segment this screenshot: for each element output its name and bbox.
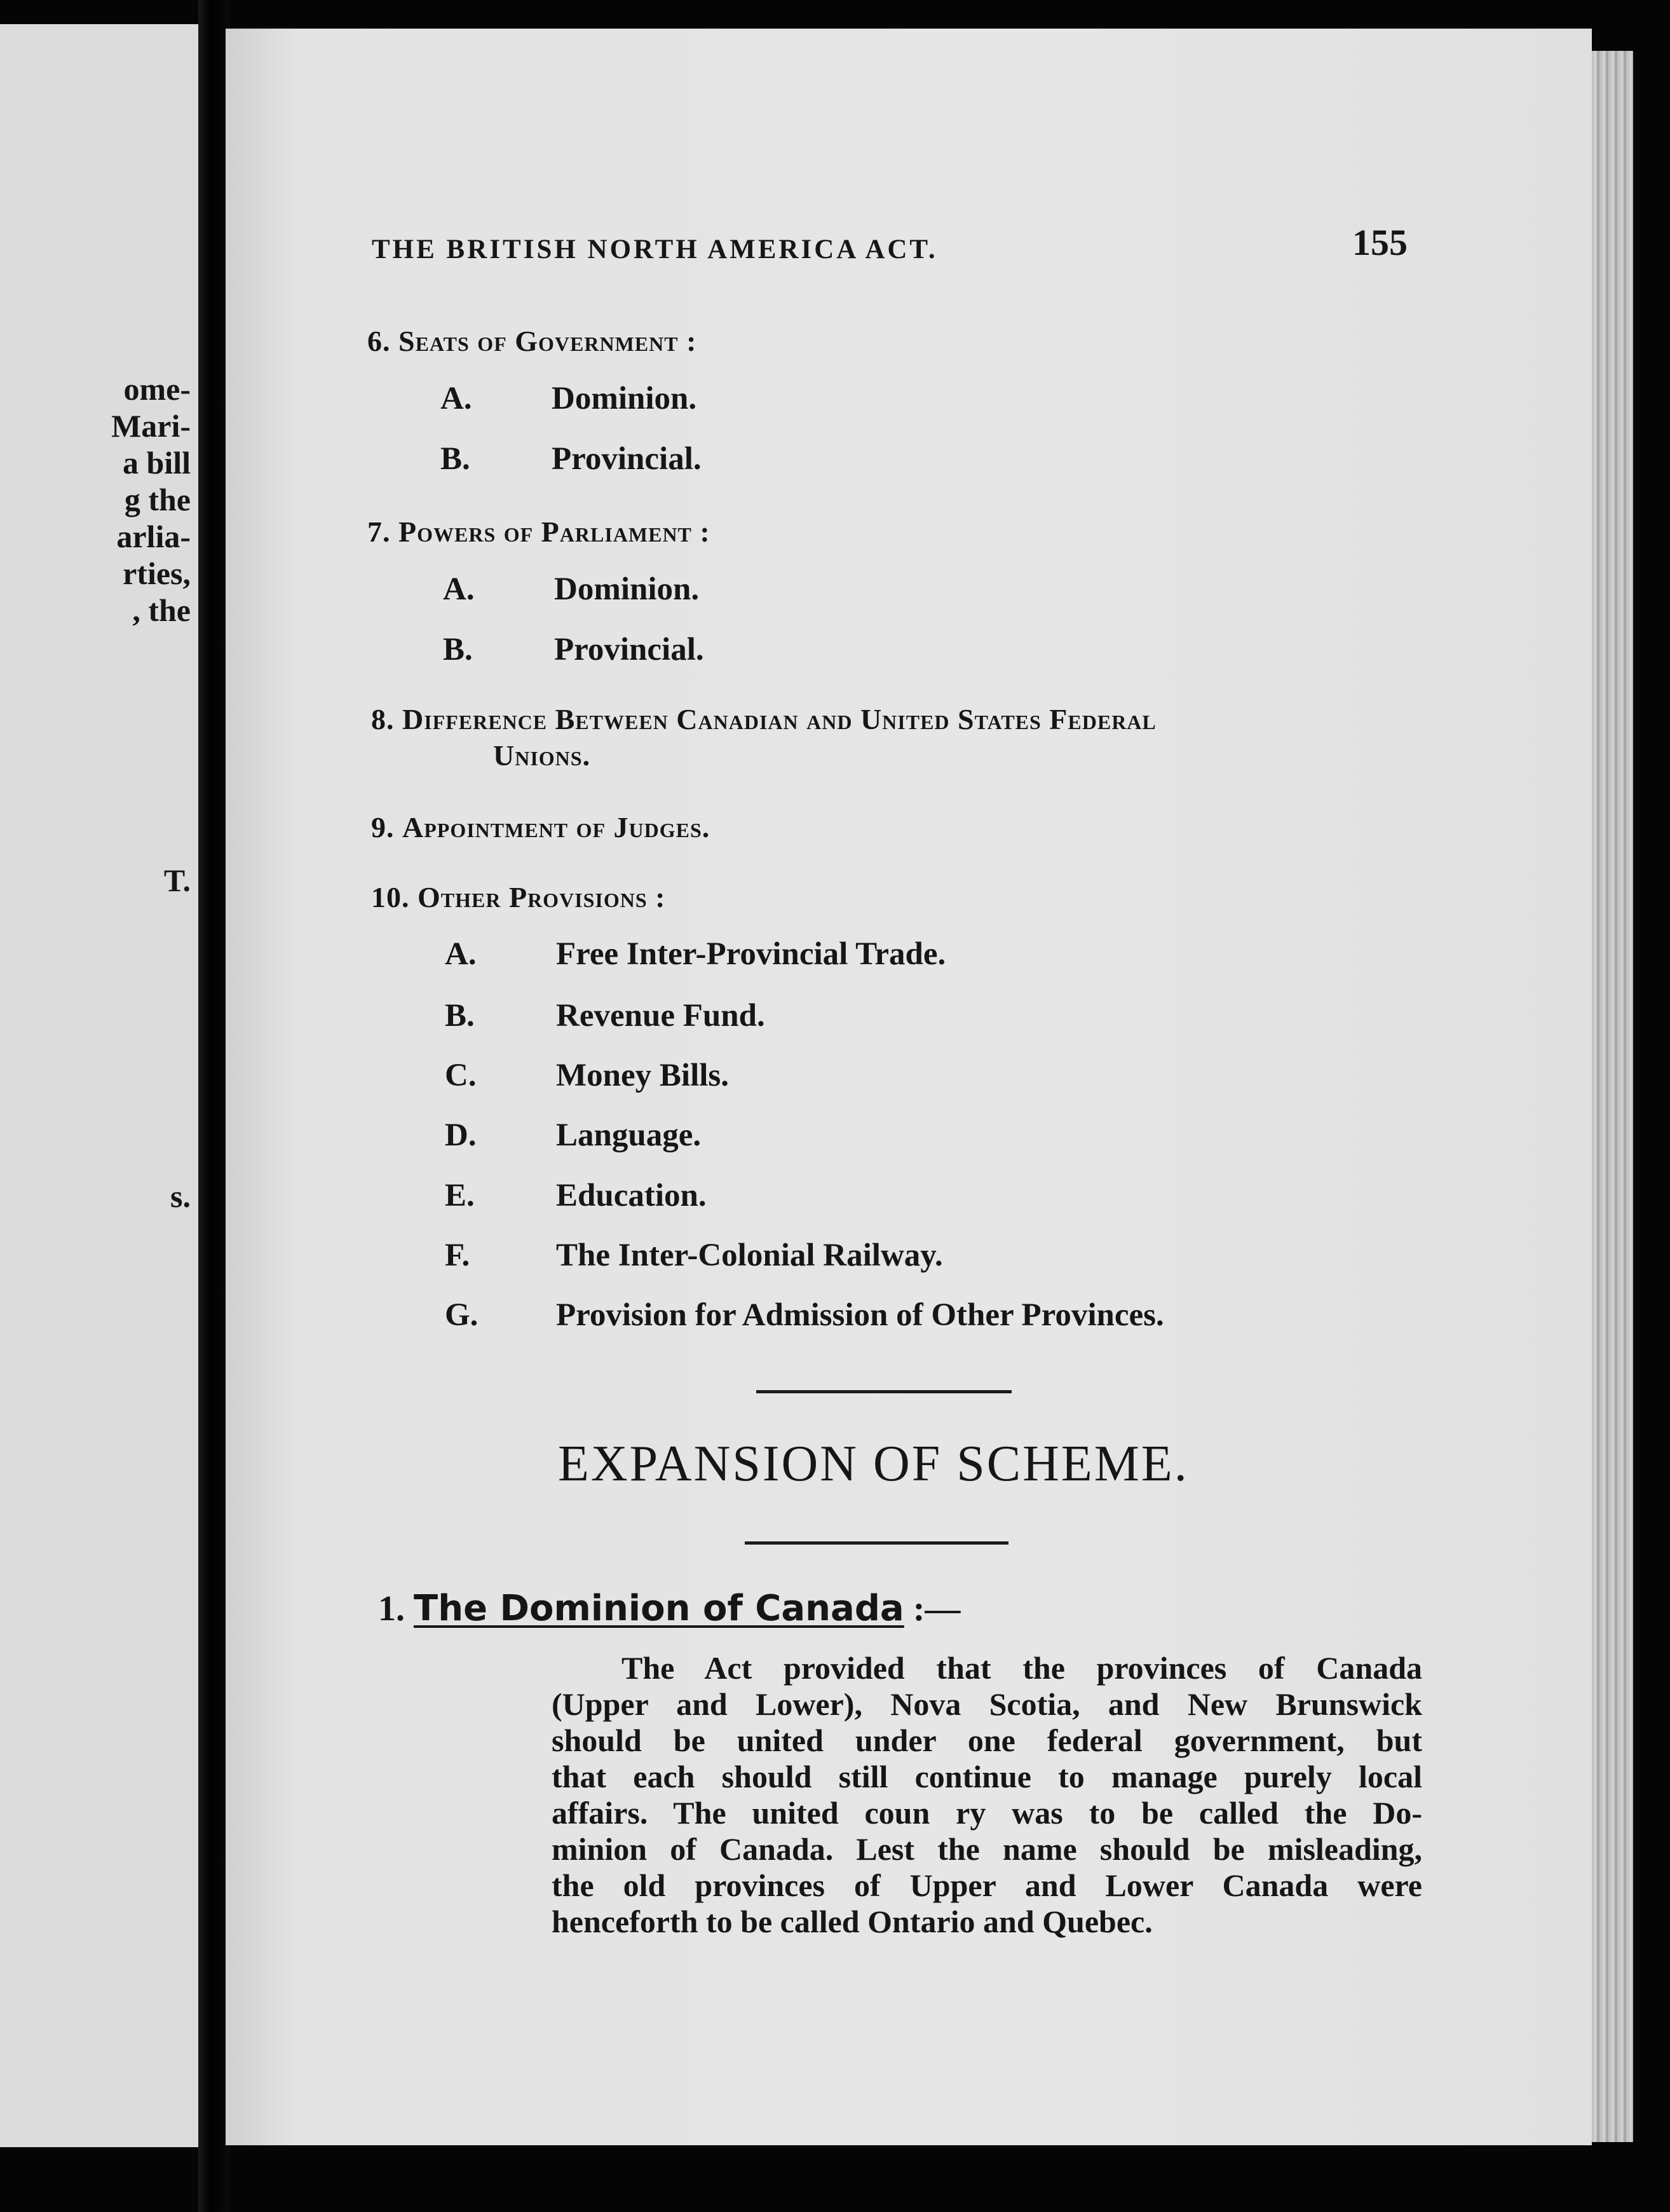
section-8-heading-line-2 (493, 739, 590, 772)
left-fragment: arlia- (116, 519, 191, 554)
section-8-heading (371, 702, 1157, 736)
section-title: Other Provisions : (418, 881, 666, 913)
section-title: Appointment of Judges. (402, 811, 710, 843)
left-facing-page (0, 24, 198, 2147)
item-text: Money Bills. (556, 1058, 730, 1093)
item-letter: E. (445, 1178, 475, 1213)
left-fragment: g the (124, 482, 191, 517)
list-item (445, 1177, 707, 1214)
list-item (445, 1117, 701, 1154)
item-text: Provincial. (552, 441, 702, 477)
list-item (445, 1057, 729, 1094)
section-title-line-2: Unions. (493, 739, 591, 772)
item-text: Provision for Admission of Other Provinces. (556, 1297, 1164, 1333)
section-10-heading (371, 880, 666, 914)
subsection-number: 1. (378, 1589, 405, 1628)
left-fragment: a bill (123, 445, 191, 481)
paragraph-line: The Act provided that the provinces of Canada (621, 1650, 1422, 1686)
divider-rule (745, 1541, 1008, 1545)
section-number: 10. (371, 881, 410, 913)
item-letter: B. (445, 998, 475, 1034)
paragraph-line: minion of Canada. Lest the name should be misleading, (552, 1831, 1422, 1867)
subsection-title: The Dominion of Canada (414, 1588, 904, 1629)
list-item (443, 571, 699, 608)
item-text: Language. (556, 1117, 702, 1153)
item-letter: B. (440, 441, 470, 477)
left-fragment: rties, (123, 556, 191, 591)
item-letter: G. (445, 1297, 479, 1333)
section-number: 6. (367, 325, 391, 357)
page-number: 155 (1352, 222, 1408, 263)
list-item (440, 380, 696, 417)
section-title: Powers of Parliament : (398, 515, 710, 548)
section-number: 8. (371, 703, 395, 735)
item-text: Dominion. (554, 571, 700, 607)
list-item (440, 440, 702, 477)
left-fragment: , the (132, 592, 191, 628)
left-fragment: ome- (123, 371, 191, 407)
list-item (445, 936, 946, 973)
list-item (445, 1237, 943, 1274)
item-letter: C. (445, 1058, 477, 1093)
paragraph-line: affairs. The united coun ry was to be called the Do- (552, 1795, 1422, 1831)
item-letter: A. (440, 381, 472, 416)
section-number: 7. (367, 515, 391, 548)
section-title: Seats of Government : (398, 325, 697, 357)
paragraph-line: should be united under one federal government, but (552, 1723, 1422, 1758)
paragraph-line: the old provinces of Upper and Lower Canada were (552, 1867, 1422, 1903)
section-title-line-1: Difference Between Canadian and United States Federal (402, 703, 1157, 735)
expansion-title: EXPANSION OF SCHEME. (558, 1436, 1189, 1492)
item-letter: D. (445, 1117, 477, 1153)
list-item (443, 631, 704, 668)
body-paragraph (552, 1650, 1422, 1940)
paragraph-line: that each should still continue to manage purely local (552, 1759, 1422, 1794)
divider-rule (756, 1390, 1012, 1393)
left-heading-fragment: T. (163, 863, 191, 898)
item-text: Provincial. (554, 632, 704, 667)
section-9-heading (371, 810, 710, 844)
item-letter: A. (443, 571, 475, 607)
list-item (445, 1297, 1164, 1334)
item-letter: B. (443, 632, 473, 667)
subsection-heading (378, 1588, 960, 1629)
paragraph-line: henceforth to be called Ontario and Quebec. (552, 1904, 1153, 1939)
subsection-suffix: :— (904, 1589, 961, 1628)
left-page-text-fragments (111, 371, 191, 629)
section-number: 9. (371, 811, 395, 843)
item-text: Revenue Fund. (556, 998, 765, 1034)
item-text: Education. (556, 1178, 707, 1213)
item-text: Dominion. (552, 381, 697, 416)
left-fragment: Mari- (111, 408, 191, 444)
page-edge-stack (1592, 51, 1633, 2142)
section-6-heading (367, 324, 696, 358)
item-text: The Inter-Colonial Railway. (556, 1238, 943, 1273)
section-7-heading (367, 515, 710, 549)
paragraph-line: (Upper and Lower), Nova Scotia, and New Brunswick (552, 1686, 1422, 1722)
left-s-fragment: s. (170, 1178, 191, 1214)
item-text: Free Inter-Provincial Trade. (556, 936, 946, 972)
item-letter: F. (445, 1238, 470, 1273)
list-item (445, 997, 765, 1034)
running-header: THE BRITISH NORTH AMERICA ACT. (372, 235, 938, 264)
item-letter: A. (445, 936, 477, 972)
